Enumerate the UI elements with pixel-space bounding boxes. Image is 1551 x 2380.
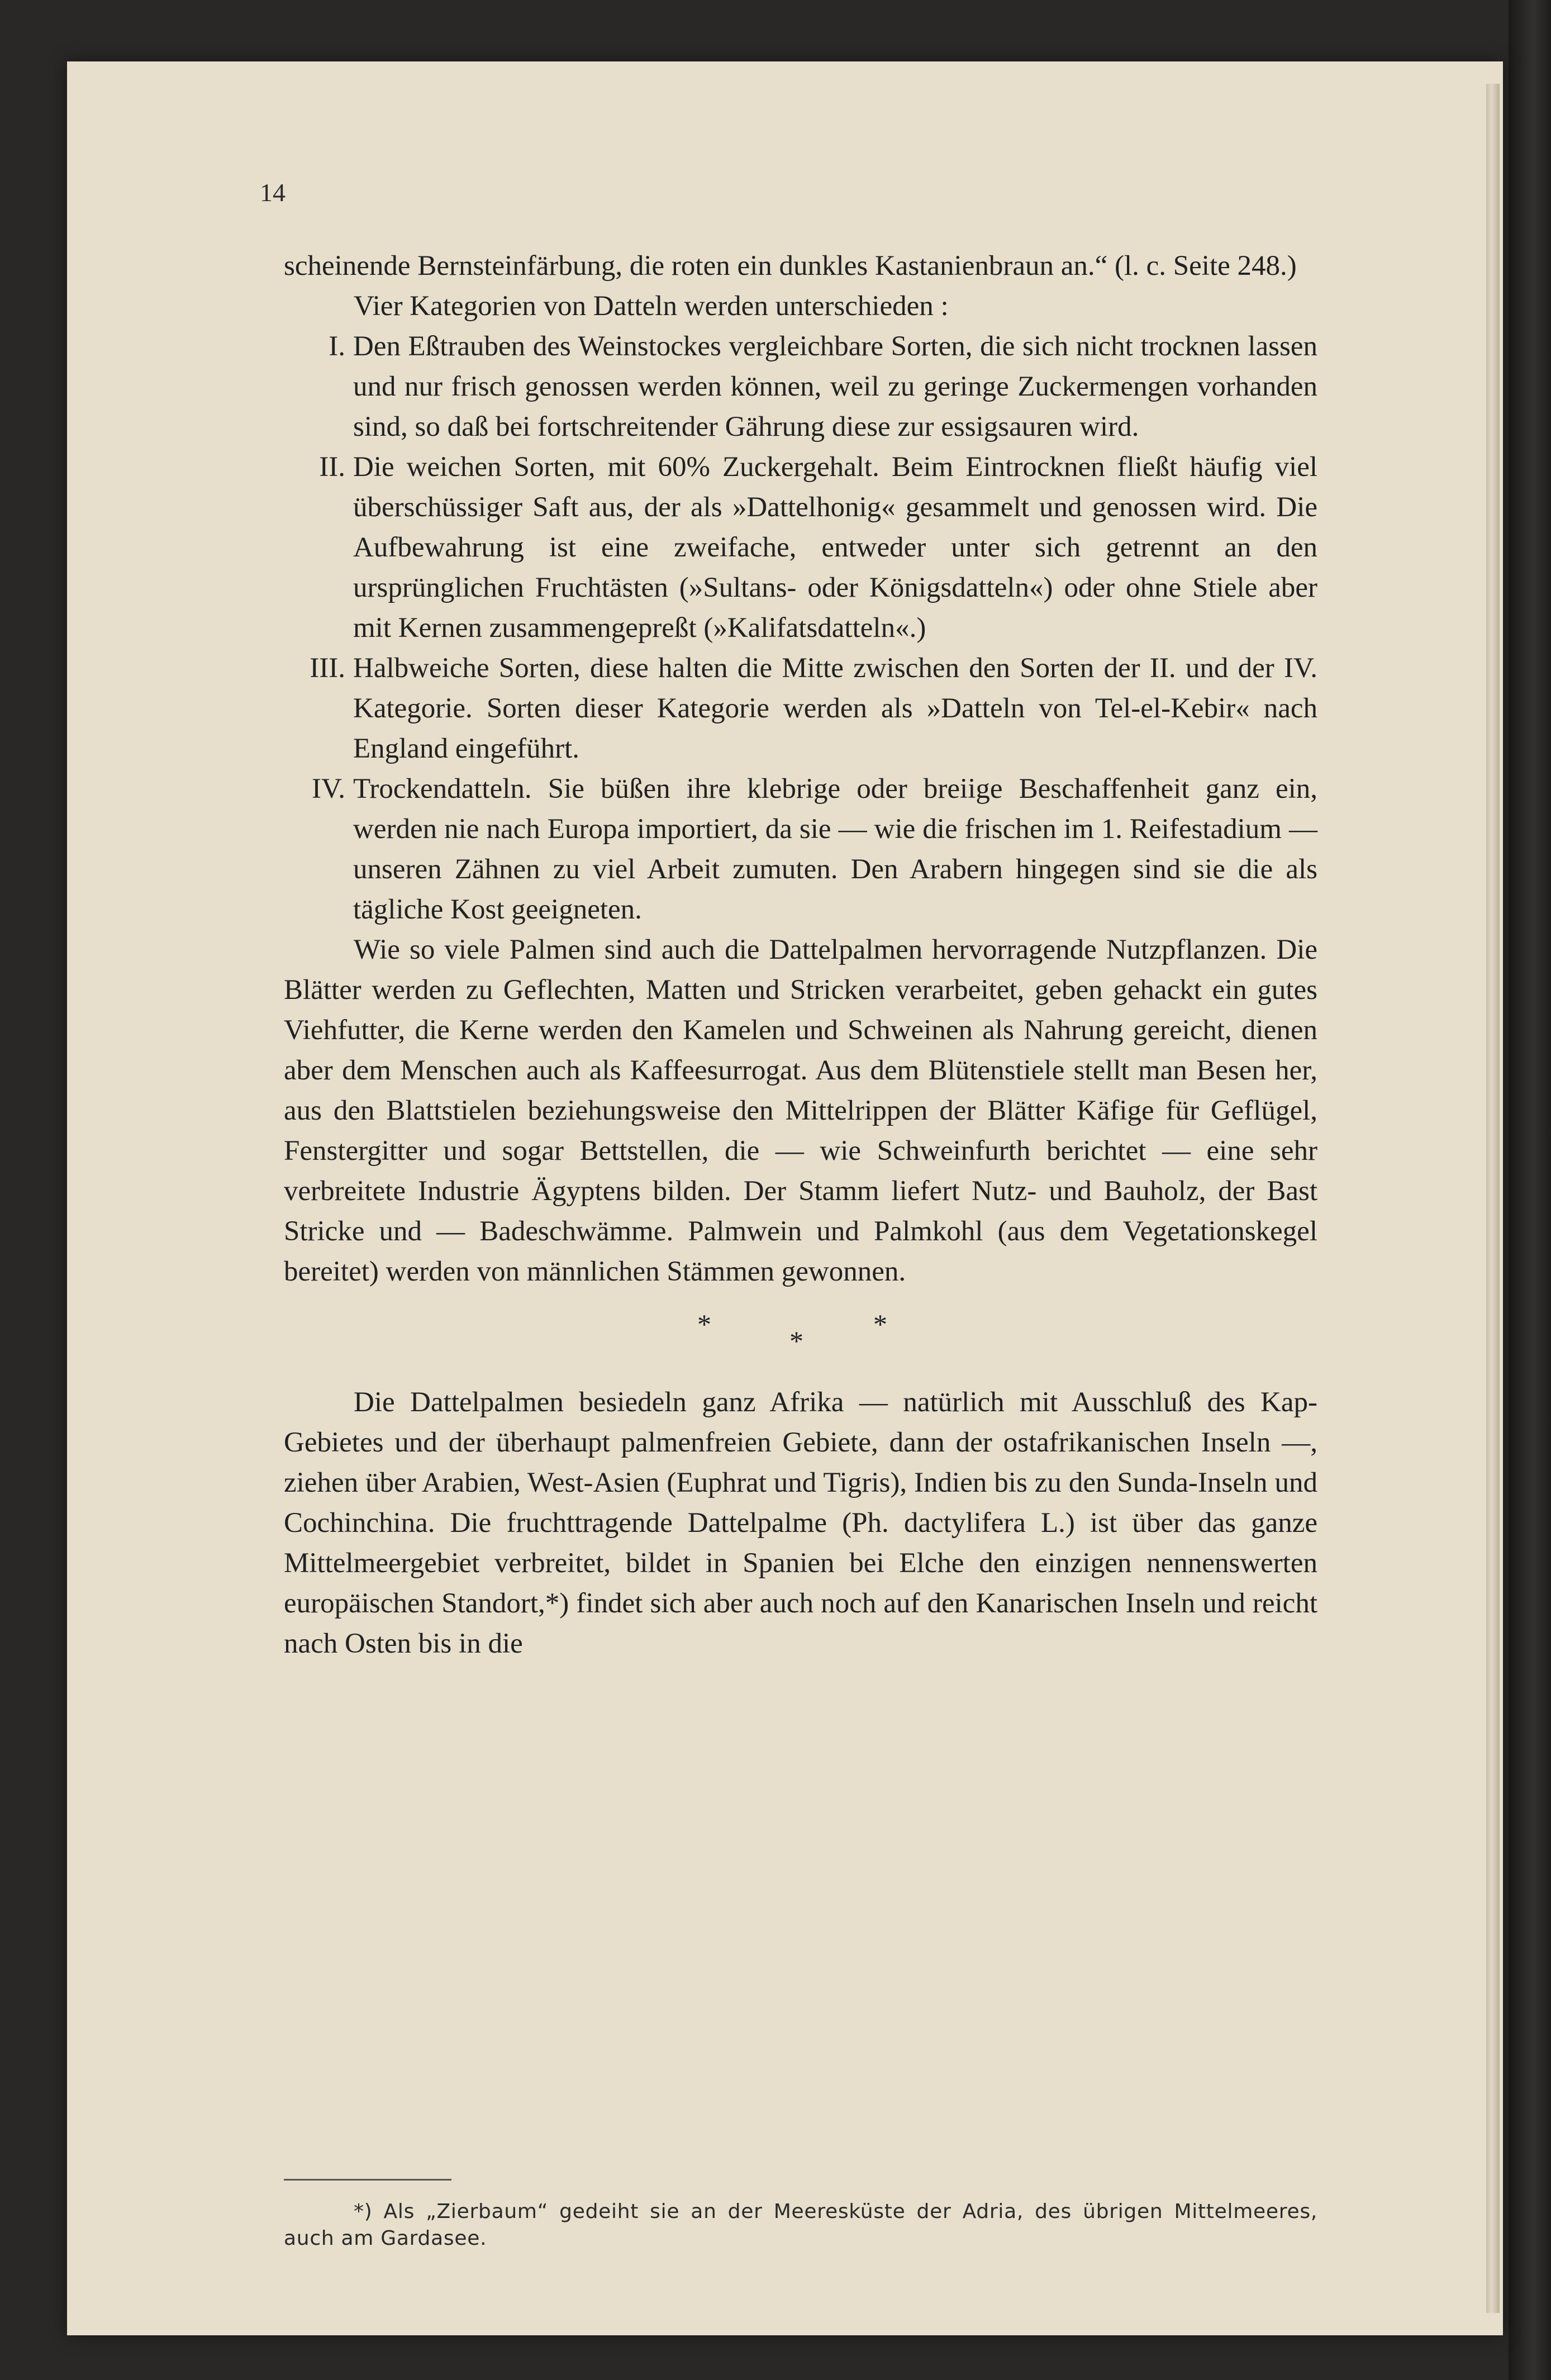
body-text (284, 246, 1317, 1664)
category-text: Halbweiche Sorten, diese halten die Mitte zwischen den Sorten der II. und der IV. Kategorie. Sorten dieser Kategorie werden als »Datteln von Tel-el-Kebir« nach England eingeführt. (353, 653, 1317, 764)
asterism-star: * (697, 1308, 711, 1340)
footnote (284, 2198, 1317, 2252)
category-item (284, 769, 1317, 930)
asterism-star: * (873, 1308, 887, 1340)
category-text: Die weichen Sorten, mit 60% Zuckergehalt. Beim Eintrocknen fließt häufig viel überschüssiger Saft aus, der als »Dattelhonig« gesammelt und genossen wird. Die Aufbewahrung ist eine zweifache, entweder unter sich getrennt an den ursprünglichen Fruchtästen (»Sultans- oder Königsdatteln«) oder ohne Stiele aber mit Kernen zusammengepreßt (»Kalifatsdatteln«.) (353, 451, 1317, 644)
footnote-rule (284, 2179, 451, 2181)
background-edge (1509, 0, 1551, 2380)
footnote-text: *) Als „Zierbaum“ gedeiht sie an der Meeresküste der Adria, des übrigen Mittelmeeres, auch am Gardasee. (284, 2200, 1317, 2250)
category-number: II. (319, 451, 345, 483)
category-number: I. (329, 331, 345, 362)
paragraph-distribution: Die Dattelpalmen besiedeln ganz Afrika — natürlich mit Ausschluß des Kap-Gebietes und der überhaupt palmenfreien Gebiete, dann der ostafrikanischen Inseln —, ziehen über Arabien, West-Asien (Euphrat und Tigris), Indien bis zu den Sunda-Inseln und Cochinchina. Die fruchttragende Dattelpalme (Ph. dactylifera L.) ist über das ganze Mittelmeergebiet verbreitet, bildet in Spanien bei Elche den einzigen nennenswerten europäischen Standort,*) findet sich aber auch noch auf den Kanarischen Inseln und reicht nach Osten bis in die (284, 1387, 1317, 1659)
category-item (284, 648, 1317, 769)
page-number: 14 (260, 178, 286, 207)
asterism (284, 1298, 1317, 1382)
category-number: IV. (312, 773, 345, 805)
category-text: Den Eßtrauben des Weinstockes vergleichbare Sorten, die sich nicht trocknen lassen und nur frisch genossen werden können, weil zu geringe Zuckermengen vorhanden sind, so daß bei fortschreitender Gährung diese zur essigsauren wird. (353, 331, 1317, 442)
category-item (284, 326, 1317, 447)
category-text: Trockendatteln. Sie büßen ihre klebrige oder breiige Beschaffenheit ganz ein, werden nie nach Europa importiert, da sie — wie die frischen im 1. Reifestadium — unseren Zähnen zu viel Arbeit zumuten. Den Arabern hingegen sind sie die als tägliche Kost geeigneten. (353, 773, 1317, 925)
asterism-star: * (789, 1325, 803, 1356)
intro-line: scheinende Bernsteinfärbung, die roten ein dunkles Kastanienbraun an.“ (l. c. Seite 248.) (284, 250, 1297, 282)
paragraph-uses: Wie so viele Palmen sind auch die Dattelpalmen hervorragende Nutzpflanzen. Die Blätter werden zu Geflechten, Matten und Stricken verarbeitet, geben gehackt ein gutes Viehfutter, die Kerne werden den Kamelen und Schweinen als Nahrung gereicht, dienen aber dem Menschen auch als Kaffeesurrogat. Aus dem Blütenstiele stellt man Besen her, aus den Blattstielen beziehungsweise den Mittelrippen der Blätter Käfige für Geflügel, Fenstergitter und sogar Bettstellen, die — wie Schweinfurth berichtet — eine sehr verbreitete Industrie Ägyptens bilden. Der Stamm liefert Nutz- und Bauholz, der Bast Stricke und — Badeschwämme. Palmwein und Palmkohl (aus dem Vegetationskegel bereitet) werden von männlichen Stämmen gewonnen. (284, 934, 1317, 1287)
intro-line: Vier Kategorien von Datteln werden unterschieden : (354, 291, 949, 322)
category-item (284, 447, 1317, 648)
page-edge (1486, 84, 1500, 2313)
category-number: III. (310, 653, 345, 684)
